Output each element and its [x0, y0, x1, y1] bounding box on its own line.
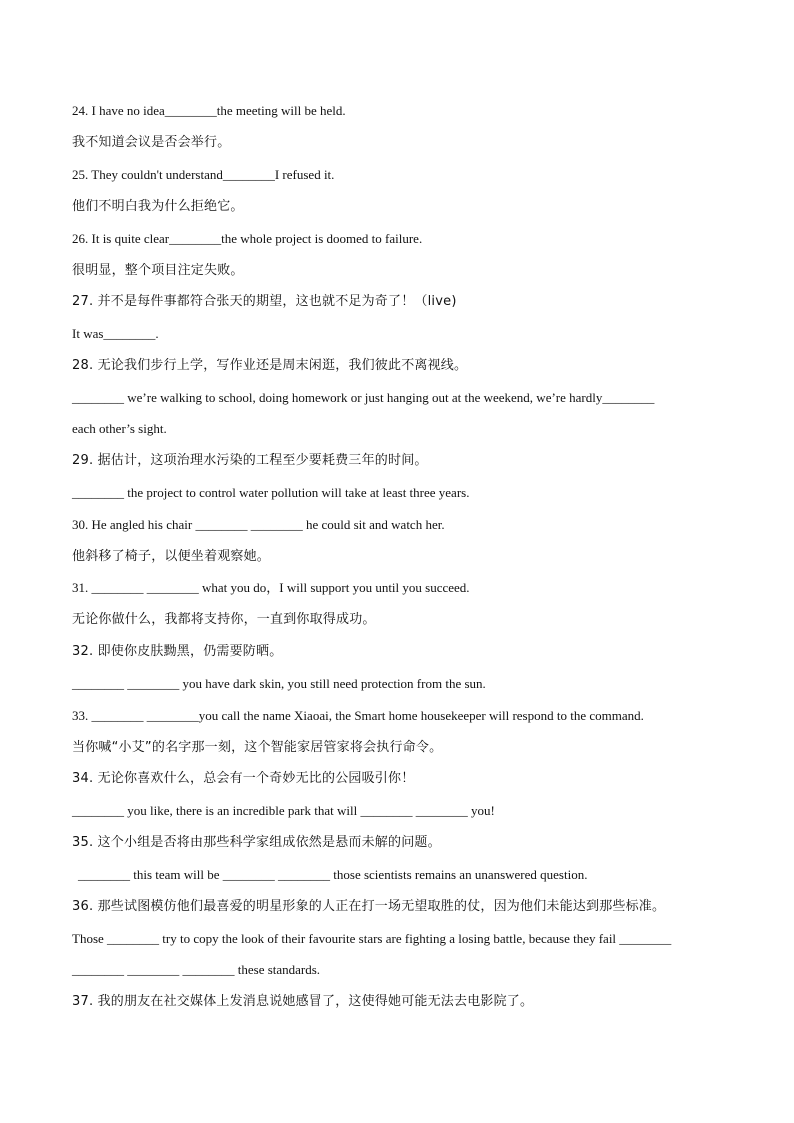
q24-chinese: 我不知道会议是否会举行。	[72, 135, 231, 150]
q33-chinese: 当你喊“小艾”的名字那一刻，这个智能家居管家将会执行命令。	[72, 740, 443, 755]
q26-english: 26. It is quite clear________the whole project is doomed to failure.	[72, 231, 423, 246]
q33-english: 33. ________ ________you call the name Xiaoai, the Smart home housekeeper will respond to the command.	[72, 708, 644, 723]
q31-english: 31. ________ ________ what you do，I will support you until you succeed.	[72, 580, 470, 595]
q36-english-cont: ________ ________ ________ these standards.	[72, 962, 321, 977]
q36-english: Those ________ try to copy the look of their favourite stars are fighting a losing battle, because they fail ________	[72, 931, 672, 946]
q37-chinese: 37. 我的朋友在社交媒体上发消息说她感冒了，这使得她可能无法去电影院了。	[72, 994, 534, 1009]
q34-chinese: 34. 无论你喜欢什么，总会有一个奇妙无比的公园吸引你！	[72, 771, 415, 786]
q27-chinese: 27. 并不是每件事都符合张天的期望，这也就不足为奇了！（live)	[72, 294, 457, 309]
q26-chinese: 很明显，整个项目注定失败。	[72, 263, 244, 278]
q32-english: ________ ________ you have dark skin, you still need protection from the sun.	[72, 676, 486, 691]
q31-chinese: 无论你做什么，我都将支持你，一直到你取得成功。	[72, 612, 376, 627]
q29-english: ________ the project to control water pollution will take at least three years.	[72, 485, 470, 500]
q34-english: ________ you like, there is an incredible park that will ________ ________ you!	[72, 803, 495, 818]
q30-english: 30. He angled his chair ________ ________ he could sit and watch her.	[72, 517, 445, 532]
q28-english-cont: each other’s sight.	[72, 421, 167, 436]
q24-english: 24. I have no idea________the meeting will be held.	[72, 103, 346, 118]
q25-english: 25. They couldn't understand________I refused it.	[72, 167, 335, 182]
q30-chinese: 他斜移了椅子，以便坐着观察她。	[72, 549, 271, 564]
q27-english: It was________.	[72, 326, 159, 341]
q36-chinese: 36. 那些试图模仿他们最喜爱的明星形象的人正在打一场无望取胜的仗，因为他们未能达到那些标准。	[72, 899, 666, 914]
q28-chinese: 28. 无论我们步行上学，写作业还是周末闲逛，我们彼此不离视线。	[72, 358, 468, 373]
q25-chinese: 他们不明白我为什么拒绝它。	[72, 199, 244, 214]
q35-english: ________ this team will be ________ ________ those scientists remains an unanswered question.	[78, 867, 588, 882]
q28-english: ________ we’re walking to school, doing homework or just hanging out at the weekend, we’re hardly________	[72, 390, 655, 405]
q29-chinese: 29. 据估计，这项治理水污染的工程至少要耗费三年的时间。	[72, 453, 428, 468]
q32-chinese: 32. 即使你皮肤黝黑，仍需要防晒。	[72, 644, 283, 659]
q35-chinese: 35. 这个小组是否将由那些科学家组成依然是悬而未解的问题。	[72, 835, 441, 850]
